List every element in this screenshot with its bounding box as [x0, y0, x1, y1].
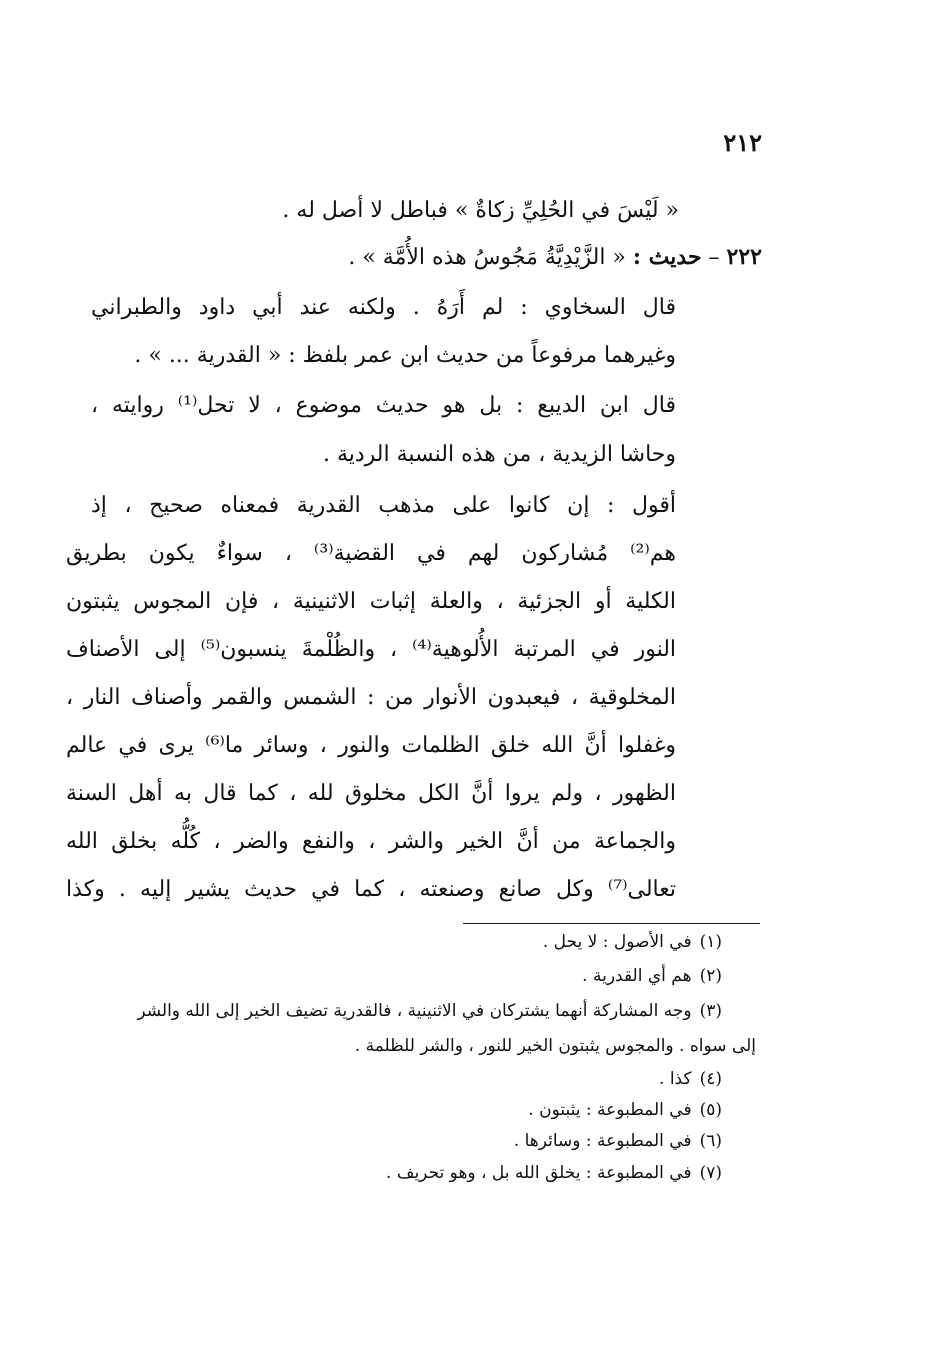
footnote-text: إلى سواه . والمجوس يثبتون الخير للنور ، والشر للظلمة . — [354, 1036, 756, 1056]
entry-number: ٢٢٢ — [726, 244, 762, 270]
footnote-separator — [463, 923, 760, 924]
text-line: وغيرهما مرفوعاً من حديث ابن عمر بلفظ : « القدرية ... » . — [134, 343, 676, 368]
footnote — [659, 1069, 722, 1089]
entry-label: حديث : — [632, 244, 702, 270]
text-line: وحاشا الزيدية ، من هذه النسبة الردية . — [322, 442, 676, 467]
text-line: الكلية أو الجزئية ، والعلة إثبات الاثنينية ، فإن المجوس يثبتون — [66, 589, 676, 614]
text-line: أقول : إن كانوا على مذهب القدرية فمعناه صحيح ، إذ — [91, 493, 676, 518]
footnote-number: (٥) — [699, 1100, 722, 1120]
footnote-text: في المطبوعة : يخلق الله بل ، وهو تحريف . — [386, 1163, 692, 1183]
footnote — [582, 966, 722, 986]
text-line: هم⁽²⁾ مُشاركون لهم في القضية⁽³⁾ ، سواءٌ يكون بطريق — [66, 541, 676, 566]
footnote-text: في الأصول : لا يحل . — [542, 932, 692, 952]
footnote-text: في المطبوعة : يثبتون . — [528, 1100, 692, 1120]
entry-dash: – — [708, 245, 720, 270]
footnote-number: (٤) — [699, 1069, 722, 1089]
text-line: والجماعة من أنَّ الخير والشر ، والنفع والضر ، كُلُّه بخلق الله — [66, 829, 676, 854]
page-number: ٢١٢ — [723, 128, 762, 157]
text-line: وغفلوا أنَّ الله خلق الظلمات والنور ، وسائر ما⁽⁶⁾ يرى في عالم — [66, 733, 676, 758]
text-line: « لَيْسَ في الحُلِيِّ زكاةٌ » فباطل لا أصل له . — [282, 198, 679, 223]
footnote-number: (٧) — [699, 1163, 722, 1183]
footnote-continuation — [355, 1036, 756, 1056]
footnote-text: هم أي القدرية . — [582, 966, 692, 986]
footnote — [543, 932, 722, 952]
footnote-number: (٢) — [699, 966, 722, 986]
footnote — [137, 1001, 722, 1021]
footnote-number: (٦) — [699, 1131, 722, 1151]
text-line: قال ابن الديبع : بل هو حديث موضوع ، لا تحل⁽¹⁾ روايته ، — [91, 393, 676, 418]
footnote-text: وجه المشاركة أنهما يشتركان في الاثنينية ، فالقدرية تضيف الخير إلى الله والشر — [137, 1001, 692, 1021]
text-line: الظهور ، ولم يروا أنَّ الكل مخلوق لله ، كما قال به أهل السنة — [66, 781, 676, 806]
entry-text: « الزَّيْدِيَّةُ مَجُوسُ هذه الأُمَّة » . — [348, 245, 626, 270]
footnote-text: في المطبوعة : وسائرها . — [513, 1131, 692, 1151]
footnote — [514, 1131, 722, 1151]
footnote — [386, 1163, 722, 1183]
entry-heading — [348, 244, 762, 270]
text-line: قال السخاوي : لم أَرَهُ . ولكنه عند أبي داود والطبراني — [91, 295, 676, 320]
footnote-number: (٣) — [699, 1001, 722, 1021]
footnote-text: كذا . — [659, 1069, 692, 1089]
footnote-number: (١) — [699, 932, 722, 952]
text-line: تعالى⁽⁷⁾ وكل صانع وصنعته ، كما في حديث يشير إليه . وكذا — [66, 877, 676, 902]
text-line: النور في المرتبة الأُلوهية⁽⁴⁾ ، والظُلْمةَ ينسبون⁽⁵⁾ إلى الأصناف — [66, 637, 677, 662]
footnote — [528, 1100, 722, 1120]
text-line: المخلوقية ، فيعبدون الأنوار من : الشمس والقمر وأصناف النار ، — [66, 685, 676, 710]
